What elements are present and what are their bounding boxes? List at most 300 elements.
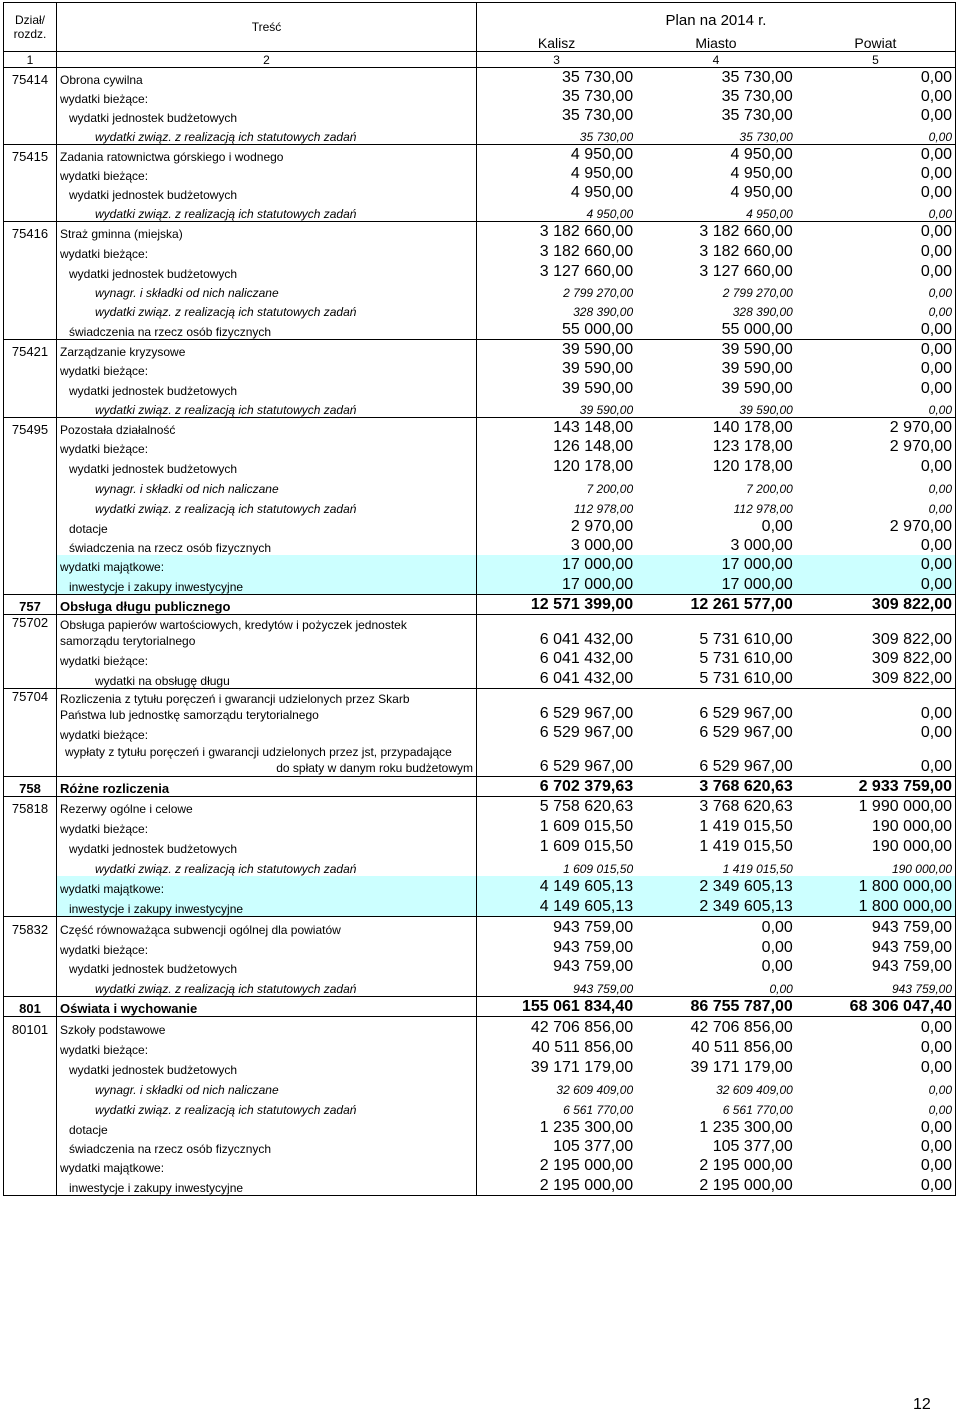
value-miasto: 4 950,00: [730, 184, 793, 201]
row-code: 75704: [4, 689, 57, 724]
value-powiat: 0,00: [796, 555, 956, 574]
row-label: wydatki bieżące:: [57, 241, 477, 261]
table-row: [4, 668, 956, 689]
value-kalisz: 3 000,00: [570, 537, 634, 554]
row-label: Rezerwy ogólne i celowe: [57, 797, 477, 817]
value-miasto: 39 590,00: [721, 360, 793, 377]
header-powiat: Powiat: [796, 29, 956, 52]
value-powiat: 0,00: [796, 359, 956, 378]
table-row: [4, 183, 956, 202]
value-powiat: 309 822,00: [796, 595, 956, 615]
value-kalisz: 3 182 660,00: [539, 243, 634, 260]
page-number: 12: [913, 1396, 931, 1413]
table-row-dzial: [4, 777, 956, 797]
value-miasto: 5 731 610,00: [699, 670, 793, 687]
value-powiat: 0,00: [796, 164, 956, 183]
header-num-1: 1: [4, 52, 57, 68]
value-miasto: 0,00: [636, 917, 796, 938]
table-row: [4, 689, 956, 724]
row-label: wynagr. i składki od nich naliczane: [57, 476, 477, 496]
table-row: [4, 106, 956, 125]
value-powiat: 2 970,00: [796, 516, 956, 536]
row-code: [4, 1077, 57, 1097]
value-kalisz: 6 561 770,00: [563, 1103, 634, 1117]
value-powiat: 0,00: [796, 536, 956, 555]
table-row: [4, 649, 956, 668]
row-code: [4, 496, 57, 516]
value-miasto: 1 419 015,50: [699, 818, 793, 835]
row-label: wydatki jednostek budżetowych: [57, 106, 477, 125]
header-tresc: Treść: [57, 3, 477, 52]
value-miasto: 3 000,00: [730, 537, 793, 554]
table-row: [4, 319, 956, 340]
value-powiat: 0,00: [796, 476, 956, 496]
value-powiat: 0,00: [796, 87, 956, 106]
value-powiat: 0,00: [796, 241, 956, 261]
value-powiat: 0,00: [796, 574, 956, 595]
value-miasto: 2 349 605,13: [636, 876, 796, 896]
value-kalisz: 3 127 660,00: [539, 263, 634, 280]
table-row: [4, 856, 956, 876]
value-miasto: 0,00: [769, 982, 793, 996]
table-row: [4, 125, 956, 145]
row-code: 801: [4, 997, 57, 1017]
table-row: [4, 797, 956, 817]
value-powiat: 0,00: [796, 742, 956, 777]
value-miasto: 3 127 660,00: [699, 263, 793, 280]
row-code: [4, 261, 57, 281]
row-label: wydatki bieżące:: [57, 359, 477, 378]
header-miasto: Miasto: [695, 35, 737, 51]
value-miasto: 7 200,00: [746, 482, 793, 496]
table-row: [4, 917, 956, 938]
table-row: [4, 145, 956, 165]
value-kalisz: 12 571 399,00: [477, 595, 637, 615]
value-miasto: 2 195 000,00: [636, 1175, 796, 1196]
value-powiat: 0,00: [796, 125, 956, 145]
value-kalisz: 2 799 270,00: [563, 286, 634, 300]
value-powiat: 190 000,00: [796, 856, 956, 876]
table-row: [4, 418, 956, 438]
value-miasto: 3 182 660,00: [636, 222, 796, 242]
value-powiat: 0,00: [796, 1175, 956, 1196]
table-row: [4, 1037, 956, 1057]
value-miasto: 0,00: [761, 518, 793, 535]
row-label: wydatki majątkowe:: [57, 876, 477, 896]
value-powiat: 2 970,00: [796, 437, 956, 456]
value-powiat: 0,00: [796, 106, 956, 125]
row-label-line2: samorządu terytorialnego: [60, 634, 196, 648]
value-miasto: 2 349 605,13: [636, 896, 796, 917]
header-rozdz: rozdz.: [13, 27, 47, 41]
value-miasto: 12 261 577,00: [636, 595, 796, 615]
value-kalisz: 155 061 834,40: [477, 997, 637, 1017]
table-row: [4, 836, 956, 856]
value-kalisz: 943 759,00: [553, 958, 634, 975]
table-row: [4, 437, 956, 456]
table-row: [4, 742, 956, 777]
table-row: [4, 164, 956, 183]
row-label: wydatki bieżące:: [57, 164, 477, 183]
value-miasto: 55 000,00: [721, 321, 793, 338]
row-code: 75818: [4, 797, 57, 817]
row-code: [4, 87, 57, 106]
value-powiat: 0,00: [796, 723, 956, 742]
value-powiat: 0,00: [796, 222, 956, 242]
row-code: [4, 1057, 57, 1077]
value-miasto: 328 390,00: [732, 305, 793, 319]
row-label: inwestycje i zakupy inwestycyjne: [57, 896, 477, 917]
table-row: [4, 937, 956, 957]
value-powiat: 0,00: [796, 319, 956, 340]
value-miasto: 6 529 967,00: [699, 724, 793, 741]
table-row: [4, 202, 956, 222]
value-miasto: 39 590,00: [721, 380, 793, 397]
value-powiat: 0,00: [796, 1077, 956, 1097]
row-code: [4, 723, 57, 742]
table-row: [4, 896, 956, 917]
value-powiat: 1 990 000,00: [796, 797, 956, 817]
table-row: [4, 1077, 956, 1097]
value-miasto: 35 730,00: [739, 130, 793, 144]
value-powiat: 0,00: [796, 202, 956, 222]
row-code: [4, 378, 57, 398]
header-dzial: Dział/: [14, 13, 45, 27]
table-row: [4, 340, 956, 360]
row-code: 757: [4, 595, 57, 615]
row-label: wydatki bieżące:: [57, 87, 477, 106]
value-miasto: 3 182 660,00: [699, 243, 793, 260]
table-row: [4, 87, 956, 106]
value-kalisz: 55 000,00: [561, 321, 634, 338]
value-powiat: 2 933 759,00: [796, 777, 956, 797]
value-powiat: 0,00: [796, 496, 956, 516]
row-label: wydatki związ. z realizacją ich statutowych zadań: [57, 202, 477, 222]
value-powiat: 943 759,00: [796, 957, 956, 976]
value-powiat: 1 800 000,00: [796, 896, 956, 917]
value-powiat: 943 759,00: [796, 937, 956, 957]
value-powiat: 309 822,00: [796, 615, 956, 650]
row-label: Straż gminna (miejska): [57, 222, 477, 242]
table-row: [4, 1137, 956, 1156]
row-label: wydatki jednostek budżetowych: [57, 836, 477, 856]
value-kalisz: 4 950,00: [570, 184, 634, 201]
value-kalisz: 112 978,00: [573, 502, 634, 516]
row-code: 80101: [4, 1017, 57, 1038]
row-code: [4, 1117, 57, 1137]
value-kalisz: 6 702 379,63: [477, 777, 637, 797]
value-miasto: 140 178,00: [636, 418, 796, 438]
row-label-line1: Rozliczenia z tytułu poręczeń i gwarancji udzielonych przez Skarb: [60, 692, 410, 706]
row-code: [4, 300, 57, 319]
table-row: [4, 555, 956, 574]
value-kalisz: 4 950,00: [586, 207, 634, 221]
value-kalisz: 1 609 015,50: [563, 862, 634, 876]
table-row: [4, 516, 956, 536]
row-label: świadczenia na rzecz osób fizycznych: [57, 1137, 477, 1156]
value-kalisz: 39 590,00: [477, 340, 637, 360]
value-miasto: 4 950,00: [730, 165, 793, 182]
row-code: [4, 281, 57, 300]
value-kalisz: 39 590,00: [561, 360, 634, 377]
value-kalisz: 39 171 179,00: [530, 1059, 634, 1076]
value-kalisz: 1 235 300,00: [539, 1119, 634, 1136]
table-row: [4, 574, 956, 595]
value-miasto: 35 730,00: [721, 107, 793, 124]
value-miasto: 6 529 967,00: [636, 689, 796, 724]
row-code: [4, 1156, 57, 1175]
row-label: inwestycje i zakupy inwestycyjne: [57, 574, 477, 595]
table-row-dzial: [4, 997, 956, 1017]
header-num-5: 5: [796, 52, 956, 68]
value-powiat: 0,00: [796, 1117, 956, 1137]
value-powiat: 2 970,00: [796, 418, 956, 438]
value-miasto: 39 590,00: [636, 340, 796, 360]
value-kalisz: 105 377,00: [553, 1138, 634, 1155]
value-kalisz: 17 000,00: [477, 574, 637, 595]
value-kalisz: 6 529 967,00: [539, 758, 634, 775]
table-row: [4, 1057, 956, 1077]
value-miasto: 1 235 300,00: [699, 1119, 793, 1136]
value-kalisz: 2 970,00: [570, 518, 634, 535]
value-miasto: 6 561 770,00: [722, 1103, 793, 1117]
value-miasto: 3 768 620,63: [699, 798, 793, 815]
value-kalisz: 35 730,00: [561, 69, 634, 86]
table-row: [4, 241, 956, 261]
row-label: wydatki bieżące:: [57, 649, 477, 668]
table-row: [4, 68, 956, 88]
value-kalisz: 39 590,00: [561, 380, 634, 397]
value-miasto: 0,00: [761, 958, 793, 975]
value-miasto: 3 768 620,63: [636, 777, 796, 797]
value-kalisz: 6 041 432,00: [539, 631, 634, 648]
row-code: 75702: [4, 615, 57, 650]
value-kalisz: 7 200,00: [586, 482, 634, 496]
row-code: [4, 574, 57, 595]
header-row-1: [4, 3, 956, 30]
row-label: [57, 689, 477, 724]
row-label: [57, 615, 477, 650]
table-row: [4, 723, 956, 742]
row-code: [4, 896, 57, 917]
value-miasto: 105 377,00: [712, 1138, 793, 1155]
row-label: wydatki jednostek budżetowych: [57, 378, 477, 398]
row-label-line2: do spłaty w danym roku budżetowym: [276, 761, 473, 775]
row-code: [4, 836, 57, 856]
table-row: [4, 300, 956, 319]
value-powiat: 0,00: [796, 398, 956, 418]
row-label: Różne rozliczenia: [57, 777, 477, 797]
table-row-dzial: [4, 595, 956, 615]
table-row: [4, 1117, 956, 1137]
value-powiat: 0,00: [796, 1057, 956, 1077]
budget-sheet: [3, 2, 956, 1196]
value-kalisz: 143 148,00: [477, 418, 637, 438]
value-kalisz: 4 950,00: [477, 145, 637, 165]
value-powiat: 190 000,00: [796, 836, 956, 856]
row-code: [4, 398, 57, 418]
value-miasto: 35 730,00: [721, 88, 793, 105]
value-kalisz: 17 000,00: [477, 555, 637, 574]
value-miasto: 0,00: [761, 939, 793, 956]
row-code: [4, 816, 57, 836]
value-powiat: 309 822,00: [796, 649, 956, 668]
value-powiat: 0,00: [796, 300, 956, 319]
value-kalisz: 4 149 605,13: [477, 876, 637, 896]
value-powiat: 309 822,00: [796, 668, 956, 689]
row-code: [4, 668, 57, 689]
value-miasto: 4 950,00: [746, 207, 793, 221]
row-code: [4, 1175, 57, 1196]
table-row: [4, 1156, 956, 1175]
row-code: [4, 957, 57, 976]
value-powiat: 0,00: [796, 68, 956, 88]
value-miasto: 123 178,00: [712, 438, 793, 455]
value-kalisz: 943 759,00: [553, 939, 634, 956]
table-row: [4, 536, 956, 555]
row-code: [4, 555, 57, 574]
value-powiat: 0,00: [796, 378, 956, 398]
value-powiat: 0,00: [796, 1156, 956, 1175]
row-label: wynagr. i składki od nich naliczane: [57, 281, 477, 300]
value-miasto: 5 731 610,00: [699, 631, 793, 648]
value-kalisz: 6 529 967,00: [539, 724, 634, 741]
row-code: [4, 456, 57, 476]
value-miasto: 6 529 967,00: [699, 758, 793, 775]
value-kalisz: 1 609 015,50: [539, 838, 634, 855]
row-code: [4, 106, 57, 125]
value-miasto: 5 731 610,00: [699, 650, 793, 667]
value-powiat: 0,00: [796, 1017, 956, 1038]
value-powiat: 0,00: [796, 456, 956, 476]
row-code: [4, 125, 57, 145]
value-kalisz: 2 195 000,00: [539, 1157, 634, 1174]
row-label: wydatki jednostek budżetowych: [57, 456, 477, 476]
header-plan-title: Plan na 2014 r.: [477, 3, 956, 30]
row-label: wydatki majątkowe:: [57, 1156, 477, 1175]
value-kalisz: 943 759,00: [573, 982, 634, 996]
row-label: wydatki jednostek budżetowych: [57, 261, 477, 281]
table-row: [4, 378, 956, 398]
table-row: [4, 398, 956, 418]
value-miasto: 120 178,00: [712, 458, 793, 475]
value-powiat: 190 000,00: [796, 816, 956, 836]
value-kalisz: 35 730,00: [579, 130, 634, 144]
value-kalisz: 35 730,00: [561, 88, 634, 105]
table-row: [4, 359, 956, 378]
row-code: [4, 649, 57, 668]
value-kalisz: 32 609 409,00: [556, 1083, 634, 1097]
value-miasto: 1 419 015,50: [722, 862, 793, 876]
value-miasto: 2 799 270,00: [722, 286, 793, 300]
value-powiat: 943 759,00: [796, 976, 956, 997]
row-code: [4, 742, 57, 777]
header-kalisz: Kalisz: [537, 35, 576, 51]
value-kalisz: 6 041 432,00: [539, 670, 634, 687]
table-row: [4, 456, 956, 476]
row-label: wydatki związ. z realizacją ich statutowych zadań: [57, 976, 477, 997]
table-row: [4, 476, 956, 496]
row-label: [57, 742, 477, 777]
value-miasto: 39 171 179,00: [690, 1059, 793, 1076]
value-powiat: 0,00: [796, 145, 956, 165]
row-code: 75416: [4, 222, 57, 242]
value-miasto: 1 419 015,50: [699, 838, 793, 855]
value-kalisz: 1 609 015,50: [539, 818, 634, 835]
value-miasto: 2 195 000,00: [699, 1157, 793, 1174]
row-code: [4, 1037, 57, 1057]
value-miasto: 4 950,00: [636, 145, 796, 165]
budget-table: [3, 2, 956, 1196]
row-code: [4, 359, 57, 378]
row-label: świadczenia na rzecz osób fizycznych: [57, 319, 477, 340]
value-powiat: 0,00: [796, 1137, 956, 1156]
row-label-line2: Państwa lub jednostkę samorządu terytorialnego: [60, 708, 319, 722]
header-num-4: 4: [636, 52, 796, 68]
row-label: wydatki bieżące:: [57, 1037, 477, 1057]
row-label: wydatki związ. z realizacją ich statutowych zadań: [57, 300, 477, 319]
value-powiat: 0,00: [796, 1037, 956, 1057]
row-label: Oświata i wychowanie: [57, 997, 477, 1017]
value-kalisz: 39 590,00: [579, 403, 634, 417]
header-dzial-rozdz: [4, 3, 57, 52]
value-miasto: 112 978,00: [733, 502, 793, 516]
value-kalisz: 6 041 432,00: [539, 650, 634, 667]
row-code: 75414: [4, 68, 57, 88]
table-row: [4, 615, 956, 650]
value-kalisz: 126 148,00: [553, 438, 634, 455]
value-kalisz: 42 706 856,00: [530, 1019, 634, 1036]
value-powiat: 0,00: [796, 183, 956, 202]
value-miasto: 32 609 409,00: [716, 1083, 793, 1097]
value-kalisz: 4 149 605,13: [477, 896, 637, 917]
row-label: wydatki na obsługę długu: [57, 668, 477, 689]
value-powiat: 0,00: [796, 340, 956, 360]
header-num-3: 3: [477, 52, 637, 68]
value-miasto: 40 511 856,00: [691, 1039, 793, 1056]
row-label: dotacje: [57, 1117, 477, 1137]
header-numbers-row: [4, 52, 956, 68]
row-code: 75832: [4, 917, 57, 938]
row-label: dotacje: [57, 516, 477, 536]
value-miasto: 17 000,00: [636, 555, 796, 574]
row-code: [4, 164, 57, 183]
table-row: [4, 261, 956, 281]
row-label: wydatki majątkowe:: [57, 555, 477, 574]
row-label: wydatki związ. z realizacją ich statutowych zadań: [57, 856, 477, 876]
table-row: [4, 1175, 956, 1196]
row-code: [4, 183, 57, 202]
row-label: Pozostała działalność: [57, 418, 477, 438]
row-code: [4, 876, 57, 896]
value-kalisz: 4 950,00: [570, 165, 634, 182]
value-kalisz: 40 511 856,00: [532, 1039, 634, 1056]
row-code: 75495: [4, 418, 57, 438]
row-label-line1: Obsługa papierów wartościowych, kredytów i pożyczek jednostek: [60, 618, 407, 632]
row-label: wydatki bieżące:: [57, 723, 477, 742]
value-kalisz: 3 182 660,00: [477, 222, 637, 242]
value-miasto: 17 000,00: [636, 574, 796, 595]
row-code: [4, 202, 57, 222]
row-code: [4, 241, 57, 261]
table-row: [4, 876, 956, 896]
value-powiat: 0,00: [796, 1097, 956, 1117]
row-label: wydatki związ. z realizacją ich statutowych zadań: [57, 1097, 477, 1117]
row-code: [4, 516, 57, 536]
row-code: [4, 437, 57, 456]
row-code: [4, 1137, 57, 1156]
value-miasto: 42 706 856,00: [690, 1019, 793, 1036]
